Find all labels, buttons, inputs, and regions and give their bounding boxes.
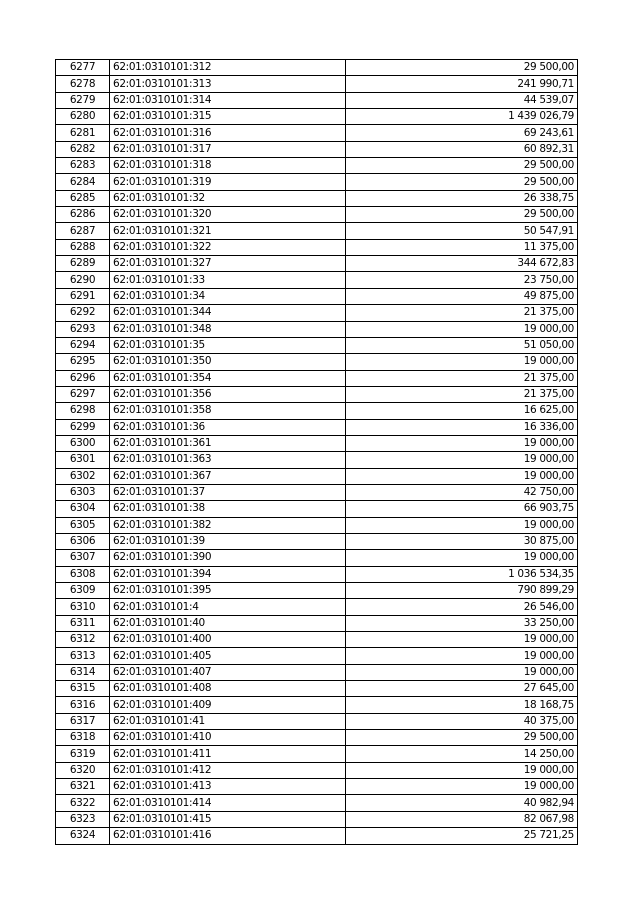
row-number: 6282 [56,141,110,157]
table-row [56,256,578,272]
cadastral-number: 62:01:0310101:390 [110,550,346,566]
cadastral-number: 62:01:0310101:411 [110,746,346,762]
table-row [56,795,578,811]
table-row [56,223,578,239]
row-number: 6297 [56,386,110,402]
cadastral-number: 62:01:0310101:348 [110,321,346,337]
row-number: 6320 [56,762,110,778]
table-row [56,583,578,599]
cadastral-number: 62:01:0310101:363 [110,452,346,468]
row-number: 6303 [56,484,110,500]
table-row [56,730,578,746]
cadastral-number: 62:01:0310101:313 [110,76,346,92]
cadastral-value: 18 168,75 [346,697,578,713]
cadastral-value: 19 000,00 [346,517,578,533]
cadastral-number: 62:01:0310101:415 [110,811,346,827]
table-row [56,158,578,174]
row-number: 6291 [56,288,110,304]
table-row [56,517,578,533]
table-row [56,141,578,157]
cadastral-number: 62:01:0310101:312 [110,60,346,76]
cadastral-number: 62:01:0310101:400 [110,632,346,648]
row-number: 6294 [56,337,110,353]
cadastral-value: 29 500,00 [346,730,578,746]
row-number: 6292 [56,305,110,321]
cadastral-number: 62:01:0310101:367 [110,468,346,484]
cadastral-value: 30 875,00 [346,533,578,549]
row-number: 6310 [56,599,110,615]
cadastral-number: 62:01:0310101:409 [110,697,346,713]
cadastral-value: 19 000,00 [346,452,578,468]
row-number: 6321 [56,779,110,795]
table-body [56,60,578,845]
cadastral-number: 62:01:0310101:327 [110,256,346,272]
cadastral-value: 50 547,91 [346,223,578,239]
row-number: 6280 [56,109,110,125]
table-row [56,92,578,108]
cadastral-number: 62:01:0310101:408 [110,681,346,697]
table-row [56,76,578,92]
row-number: 6311 [56,615,110,631]
table-row [56,207,578,223]
cadastral-value: 29 500,00 [346,207,578,223]
cadastral-value: 19 000,00 [346,321,578,337]
table-row [56,239,578,255]
row-number: 6306 [56,533,110,549]
table-row [56,566,578,582]
table-row [56,370,578,386]
table-row [56,468,578,484]
table-row [56,615,578,631]
cadastral-number: 62:01:0310101:314 [110,92,346,108]
table-row [56,174,578,190]
table-row [56,109,578,125]
cadastral-value: 27 645,00 [346,681,578,697]
cadastral-value: 19 000,00 [346,664,578,680]
cadastral-number: 62:01:0310101:413 [110,779,346,795]
cadastral-number: 62:01:0310101:318 [110,158,346,174]
cadastral-number: 62:01:0310101:382 [110,517,346,533]
cadastral-value: 16 336,00 [346,419,578,435]
table-row [56,305,578,321]
row-number: 6322 [56,795,110,811]
table-row [56,501,578,517]
cadastral-value: 26 546,00 [346,599,578,615]
row-number: 6300 [56,435,110,451]
table-row [56,811,578,827]
cadastral-number: 62:01:0310101:322 [110,239,346,255]
row-number: 6286 [56,207,110,223]
cadastral-value: 29 500,00 [346,158,578,174]
cadastral-value: 19 000,00 [346,632,578,648]
cadastral-value: 40 982,94 [346,795,578,811]
table-row [56,746,578,762]
row-number: 6295 [56,354,110,370]
row-number: 6290 [56,272,110,288]
row-number: 6312 [56,632,110,648]
table-row [56,288,578,304]
cadastral-value: 29 500,00 [346,174,578,190]
cadastral-value: 344 672,83 [346,256,578,272]
cadastral-number: 62:01:0310101:361 [110,435,346,451]
row-number: 6283 [56,158,110,174]
cadastral-number: 62:01:0310101:414 [110,795,346,811]
row-number: 6314 [56,664,110,680]
table-row [56,648,578,664]
cadastral-value: 19 000,00 [346,435,578,451]
cadastral-number: 62:01:0310101:36 [110,419,346,435]
cadastral-number: 62:01:0310101:39 [110,533,346,549]
row-number: 6293 [56,321,110,337]
row-number: 6287 [56,223,110,239]
row-number: 6307 [56,550,110,566]
cadastral-value: 1 036 534,35 [346,566,578,582]
cadastral-value: 42 750,00 [346,484,578,500]
row-number: 6281 [56,125,110,141]
cadastral-value: 11 375,00 [346,239,578,255]
row-number: 6316 [56,697,110,713]
cadastral-number: 62:01:0310101:350 [110,354,346,370]
cadastral-number: 62:01:0310101:38 [110,501,346,517]
cadastral-number: 62:01:0310101:317 [110,141,346,157]
table-row [56,681,578,697]
cadastral-number: 62:01:0310101:320 [110,207,346,223]
row-number: 6304 [56,501,110,517]
table-row [56,321,578,337]
cadastral-value: 23 750,00 [346,272,578,288]
cadastral-value: 44 539,07 [346,92,578,108]
row-number: 6315 [56,681,110,697]
row-number: 6313 [56,648,110,664]
row-number: 6296 [56,370,110,386]
cadastral-value: 40 375,00 [346,713,578,729]
cadastral-number: 62:01:0310101:356 [110,386,346,402]
cadastral-value: 14 250,00 [346,746,578,762]
row-number: 6279 [56,92,110,108]
table-row [56,435,578,451]
cadastral-number: 62:01:0310101:315 [110,109,346,125]
table-row [56,599,578,615]
row-number: 6289 [56,256,110,272]
table-row [56,403,578,419]
cadastral-value: 69 243,61 [346,125,578,141]
row-number: 6284 [56,174,110,190]
cadastral-number: 62:01:0310101:37 [110,484,346,500]
row-number: 6308 [56,566,110,582]
cadastral-number: 62:01:0310101:4 [110,599,346,615]
row-number: 6288 [56,239,110,255]
cadastral-value: 21 375,00 [346,305,578,321]
table-row [56,779,578,795]
cadastral-number: 62:01:0310101:40 [110,615,346,631]
cadastral-value: 29 500,00 [346,60,578,76]
table-row [56,828,578,844]
cadastral-number: 62:01:0310101:319 [110,174,346,190]
cadastral-value: 66 903,75 [346,501,578,517]
cadastral-value: 19 000,00 [346,550,578,566]
cadastral-value: 21 375,00 [346,370,578,386]
cadastral-value-table [55,59,578,845]
table-row [56,632,578,648]
cadastral-number: 62:01:0310101:34 [110,288,346,304]
cadastral-number: 62:01:0310101:395 [110,583,346,599]
cadastral-value: 19 000,00 [346,779,578,795]
cadastral-number: 62:01:0310101:41 [110,713,346,729]
cadastral-number: 62:01:0310101:354 [110,370,346,386]
table-row [56,697,578,713]
cadastral-value: 51 050,00 [346,337,578,353]
cadastral-number: 62:01:0310101:394 [110,566,346,582]
row-number: 6302 [56,468,110,484]
table-row [56,386,578,402]
cadastral-value: 19 000,00 [346,762,578,778]
table-row [56,550,578,566]
cadastral-value: 49 875,00 [346,288,578,304]
table-row [56,533,578,549]
table-row [56,484,578,500]
cadastral-value: 790 899,29 [346,583,578,599]
cadastral-value: 16 625,00 [346,403,578,419]
row-number: 6299 [56,419,110,435]
table-row [56,713,578,729]
table-row [56,190,578,206]
cadastral-number: 62:01:0310101:344 [110,305,346,321]
cadastral-number: 62:01:0310101:33 [110,272,346,288]
table-row [56,125,578,141]
cadastral-value: 60 892,31 [346,141,578,157]
row-number: 6318 [56,730,110,746]
table-row [56,354,578,370]
cadastral-number: 62:01:0310101:410 [110,730,346,746]
row-number: 6277 [56,60,110,76]
table-row [56,60,578,76]
cadastral-value: 1 439 026,79 [346,109,578,125]
table-row [56,272,578,288]
cadastral-value: 21 375,00 [346,386,578,402]
row-number: 6285 [56,190,110,206]
row-number: 6323 [56,811,110,827]
cadastral-value: 26 338,75 [346,190,578,206]
cadastral-value: 82 067,98 [346,811,578,827]
row-number: 6309 [56,583,110,599]
table-row [56,419,578,435]
cadastral-value: 25 721,25 [346,828,578,844]
cadastral-number: 62:01:0310101:358 [110,403,346,419]
row-number: 6317 [56,713,110,729]
cadastral-number: 62:01:0310101:321 [110,223,346,239]
row-number: 6298 [56,403,110,419]
cadastral-number: 62:01:0310101:416 [110,828,346,844]
cadastral-value: 19 000,00 [346,468,578,484]
row-number: 6278 [56,76,110,92]
cadastral-value: 19 000,00 [346,648,578,664]
row-number: 6305 [56,517,110,533]
table-row [56,337,578,353]
cadastral-value: 241 990,71 [346,76,578,92]
cadastral-number: 62:01:0310101:35 [110,337,346,353]
row-number: 6301 [56,452,110,468]
cadastral-number: 62:01:0310101:412 [110,762,346,778]
row-number: 6319 [56,746,110,762]
cadastral-number: 62:01:0310101:32 [110,190,346,206]
cadastral-number: 62:01:0310101:407 [110,664,346,680]
cadastral-value: 33 250,00 [346,615,578,631]
table-row [56,664,578,680]
table-row [56,762,578,778]
cadastral-value: 19 000,00 [346,354,578,370]
row-number: 6324 [56,828,110,844]
table-row [56,452,578,468]
cadastral-number: 62:01:0310101:316 [110,125,346,141]
cadastral-number: 62:01:0310101:405 [110,648,346,664]
